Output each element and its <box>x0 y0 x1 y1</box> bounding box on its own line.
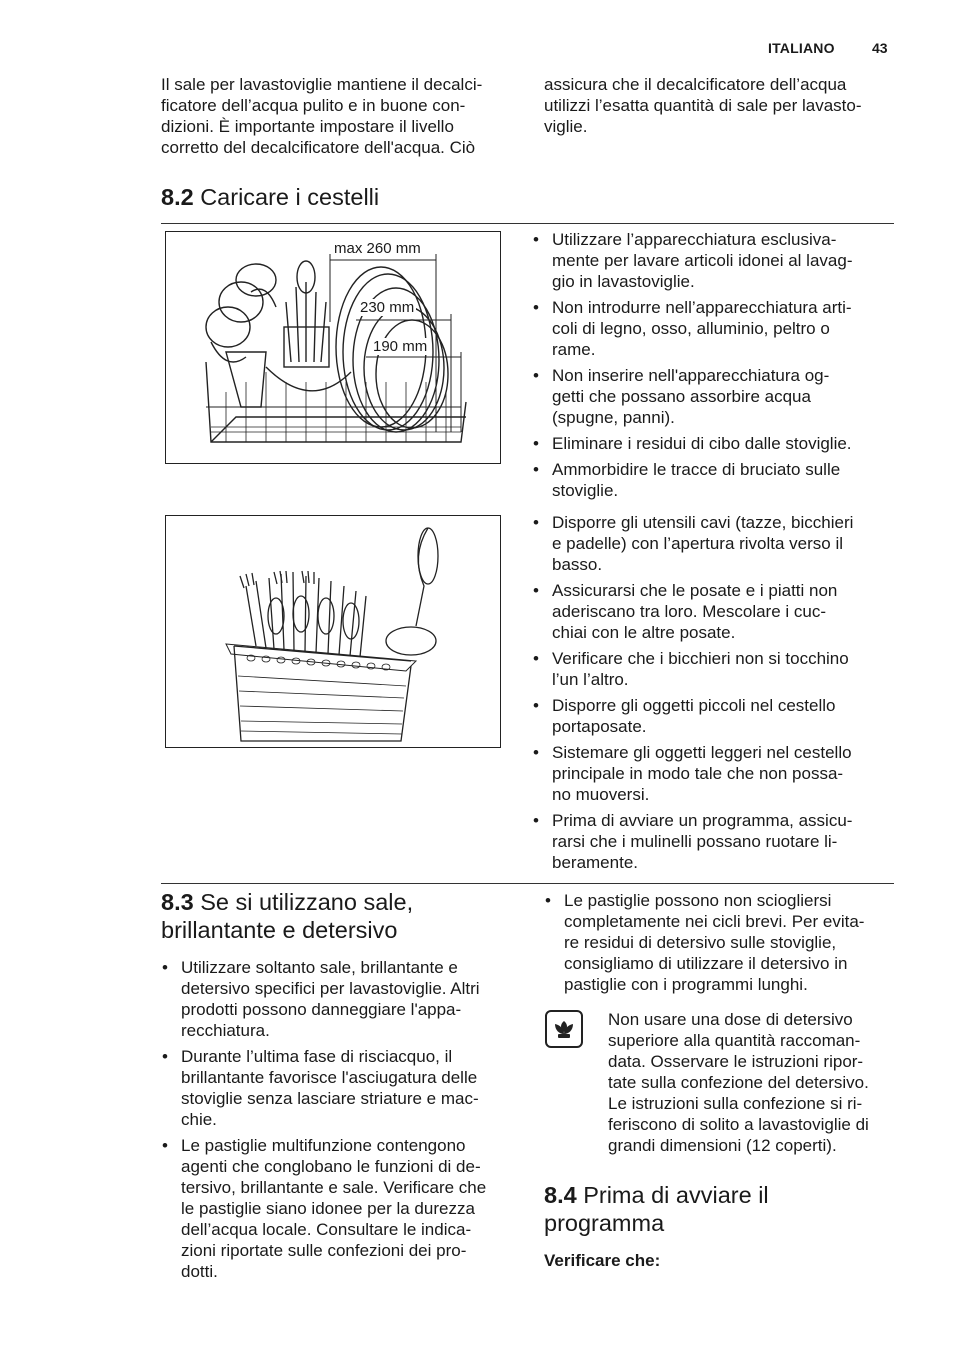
section-title-line: programma <box>544 1210 665 1236</box>
section-number: 8.3 <box>161 889 194 915</box>
text-line: prodotti possono danneggiare l'appa- <box>181 1000 462 1019</box>
text-line: consigliamo di utilizzare il detersivo in <box>564 954 848 973</box>
section-number: 8.2 <box>161 184 194 210</box>
lower-basket-illustration <box>166 232 500 463</box>
text-line: grandi dimensioni (12 coperti). <box>608 1136 837 1155</box>
text-line: • Utilizzare soltanto sale, brillantante e <box>181 958 458 977</box>
bullet-list-8-3-right <box>538 890 908 995</box>
text-line: Non usare una dose di detersivo <box>608 1010 853 1029</box>
text-line: gio in lavastoviglie. <box>552 272 695 291</box>
list-item <box>155 957 525 1041</box>
text-line: detersivo specifici per lavastoviglie. Altri <box>181 979 480 998</box>
list-item <box>526 695 896 737</box>
section-title: Prima di avviare il <box>583 1182 769 1208</box>
text-line: mente per lavare articoli idonei al lavag- <box>552 251 853 270</box>
list-item <box>526 512 896 575</box>
list-item <box>526 229 896 292</box>
dimension-label-230: 230 mm <box>360 299 415 316</box>
environment-note <box>608 1009 908 1156</box>
text-line: coli di legno, osso, alluminio, peltro o <box>552 319 830 338</box>
text-line: feriscono di solito a lavastoviglie di <box>608 1115 869 1134</box>
text-line: l’un l’altro. <box>552 670 629 689</box>
text-line: • Sistemare gli oggetti leggeri nel cestello <box>552 743 852 762</box>
text-line: basso. <box>552 555 603 574</box>
list-item <box>526 365 896 428</box>
dimension-label-max: max 260 mm <box>334 240 421 257</box>
text-line: tersivo, brillantante e sale. Verificare che <box>181 1178 487 1197</box>
text-line: corretto del decalcificatore dell'acqua. Ciò <box>161 138 476 157</box>
text-line: • Disporre gli utensili cavi (tazze, bicchieri <box>552 513 854 532</box>
text-line: • Verificare che i bicchieri non si tocchino <box>552 649 849 668</box>
list-item <box>526 648 896 690</box>
list-item <box>526 810 896 873</box>
text-line: viglie. <box>544 117 588 136</box>
section-divider <box>161 223 894 224</box>
subheading-verificare: Verificare che: <box>544 1251 661 1270</box>
text-line: aderiscano tra loro. Mescolare i cuc- <box>552 602 827 621</box>
text-line: getti che possano assorbire acqua <box>552 387 811 406</box>
text-line: • Assicurarsi che le posate e i piatti non <box>552 581 838 600</box>
text-line: e padelle) con l’apertura rivolta verso il <box>552 534 844 553</box>
text-line: principale in modo tale che non possa- <box>552 764 844 783</box>
text-line: (spugne, panni). <box>552 408 675 427</box>
text-line: utilizzi l’esatta quantità di sale per lavasto- <box>544 96 862 115</box>
text-line: • Non introdurre nell’apparecchiatura arti- <box>552 298 852 317</box>
text-line: zioni riportate sulle confezioni dei pro- <box>181 1241 467 1260</box>
text-line: • Prima di avviare un programma, assicu- <box>552 811 853 830</box>
text-line: no muoversi. <box>552 785 650 804</box>
bullet-list-8-2-b <box>526 512 896 873</box>
section-title-line: brillantante e detersivo <box>161 917 398 943</box>
text-line: chiai con le altre posate. <box>552 623 736 642</box>
section-8-4-heading <box>544 1181 904 1237</box>
bullet-list-8-2-a <box>526 229 896 501</box>
text-line: • Non inserire nell'apparecchiatura og- <box>552 366 830 385</box>
text-line: completamente nei cicli brevi. Per evita- <box>564 912 865 931</box>
text-line: • Eliminare i residui di cibo dalle stoviglie. <box>552 434 852 453</box>
text-line: • Ammorbidire le tracce di bruciato sulle <box>552 460 841 479</box>
bullet-list-8-3 <box>155 957 525 1282</box>
text-line: re residui di detersivo sulle stoviglie, <box>564 933 837 952</box>
section-8-3-heading <box>161 888 521 944</box>
text-line: dotti. <box>181 1262 218 1281</box>
section-8-2-heading <box>161 183 379 211</box>
intro-paragraph-right <box>544 74 904 137</box>
list-item <box>526 297 896 360</box>
text-line: stoviglie. <box>552 481 619 500</box>
figure-lower-basket <box>165 231 501 464</box>
intro-paragraph-left <box>161 74 531 158</box>
section-title: Caricare i cestelli <box>200 184 380 210</box>
text-line: dizioni. È importante impostare il livello <box>161 117 454 136</box>
text-line: recchiatura. <box>181 1021 270 1040</box>
text-line: assicura che il decalcificatore dell’acqua <box>544 75 847 94</box>
list-item <box>538 890 908 995</box>
text-line: ficatore dell’acqua pulito e in buone con- <box>161 96 466 115</box>
text-line: Il sale per lavastoviglie mantiene il decalci- <box>161 75 483 94</box>
text-line: pastiglie con i programmi lunghi. <box>564 975 808 994</box>
text-line: tate sulla confezione del detersivo. <box>608 1073 869 1092</box>
text-line: chie. <box>181 1110 217 1129</box>
text-line: rarsi che i mulinelli possano ruotare li- <box>552 832 838 851</box>
list-item <box>526 433 896 454</box>
text-line: data. Osservare le istruzioni ripor- <box>608 1052 864 1071</box>
list-item <box>526 742 896 805</box>
text-line: superiore alla quantità raccoman- <box>608 1031 861 1050</box>
page-number: 43 <box>872 40 888 56</box>
text-line: portaposate. <box>552 717 647 736</box>
text-line: dell’acqua locale. Consultare le indica- <box>181 1220 472 1239</box>
list-item <box>526 459 896 501</box>
section-number: 8.4 <box>544 1182 577 1208</box>
environment-leaf-icon <box>545 1010 583 1048</box>
text-line: • Utilizzare l’apparecchiatura esclusiva- <box>552 230 837 249</box>
text-line: • Le pastiglie possono non sciogliersi <box>564 891 832 910</box>
list-item <box>155 1135 525 1282</box>
text-line: agenti che conglobano le funzioni di de- <box>181 1157 481 1176</box>
header-language: ITALIANO <box>768 40 835 56</box>
text-line: le pastiglie siano idonee per la durezza <box>181 1199 475 1218</box>
list-item <box>155 1046 525 1130</box>
section-divider <box>161 883 894 884</box>
text-line: beramente. <box>552 853 638 872</box>
dimension-label-190: 190 mm <box>373 338 428 355</box>
cutlery-basket-illustration <box>166 516 500 747</box>
figure-cutlery-basket <box>165 515 501 748</box>
text-line: • Le pastiglie multifunzione contengono <box>181 1136 466 1155</box>
list-item <box>526 580 896 643</box>
text-line: Le istruzioni sulla confezione si ri- <box>608 1094 863 1113</box>
text-line: • Disporre gli oggetti piccoli nel cestello <box>552 696 836 715</box>
text-line: brillantante favorisce l'asciugatura delle <box>181 1068 478 1087</box>
text-line: • Durante l’ultima fase di risciacquo, il <box>181 1047 453 1066</box>
section-title: Se si utilizzano sale, <box>200 889 414 915</box>
text-line: stoviglie senza lasciare striature e mac- <box>181 1089 479 1108</box>
text-line: rame. <box>552 340 596 359</box>
